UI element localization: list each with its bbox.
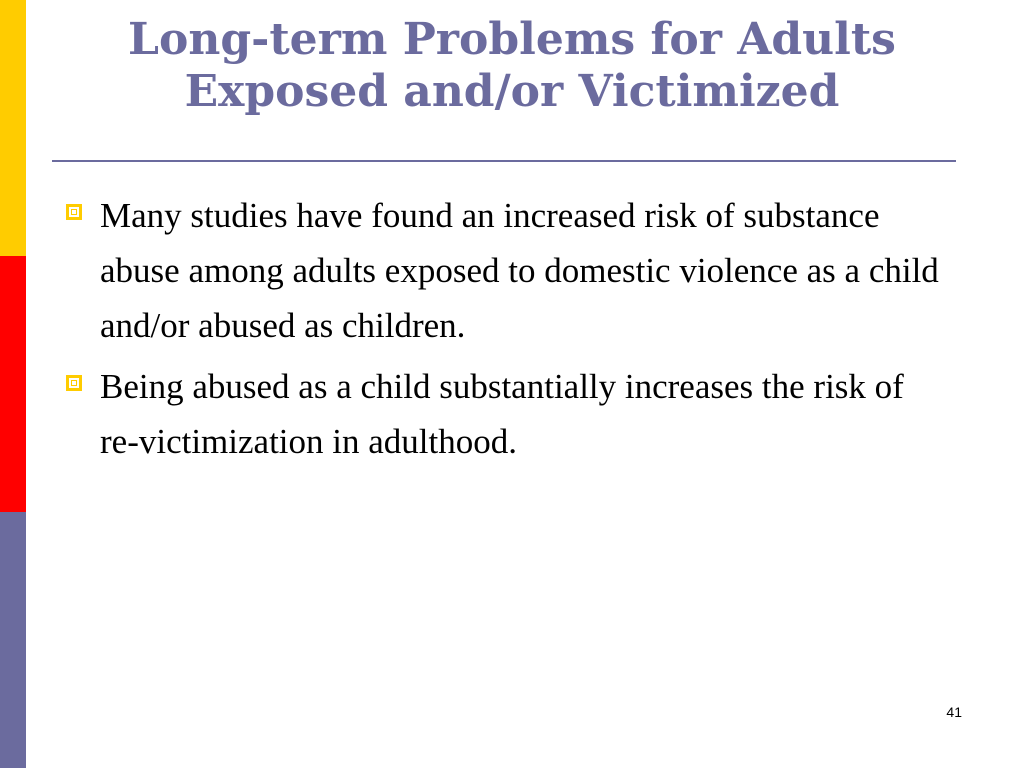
bullet-list <box>66 188 946 475</box>
page-number: 41 <box>946 704 962 720</box>
slide-title-line-1: Long-term Problems for Adults <box>128 14 896 65</box>
square-bullet-icon <box>66 375 82 391</box>
slide-title-line-2: Exposed and/or Victimized <box>184 66 840 117</box>
bullet-text: Many studies have found an increased risk of substance abuse among adults exposed to domestic violence as a child and/or abused as children. <box>100 196 939 345</box>
bullet-item <box>66 188 946 353</box>
title-divider <box>52 160 956 162</box>
side-bar-red-segment <box>0 256 26 512</box>
square-bullet-icon <box>66 204 82 220</box>
side-color-bar <box>0 0 26 768</box>
side-bar-yellow-segment <box>0 0 26 256</box>
bullet-item <box>66 359 946 469</box>
slide-title <box>40 14 984 118</box>
side-bar-purple-segment <box>0 512 26 768</box>
bullet-text: Being abused as a child substantially increases the risk of re-victimization in adulthood. <box>100 367 904 461</box>
